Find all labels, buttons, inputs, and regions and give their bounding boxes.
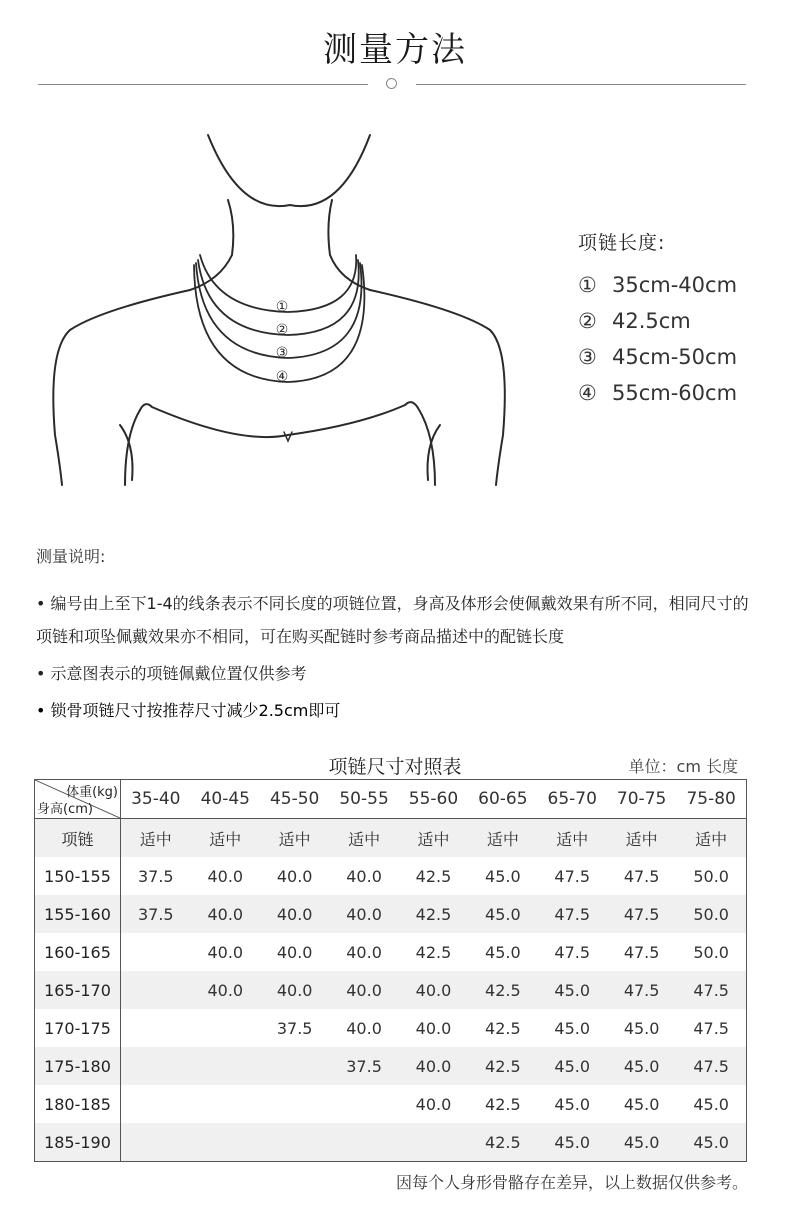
table-cell: 40.0 [191,971,260,1009]
table-cell: 40.0 [260,971,329,1009]
sub-value: 适中 [468,819,537,858]
table-cell: 45.0 [468,895,537,933]
table-cell [191,1085,260,1123]
table-row [35,933,747,971]
table-cell: 47.5 [538,895,607,933]
table-cell: 45.0 [538,1123,607,1162]
length-item-value: 45cm-50cm [612,345,738,369]
necklace-marker-2: ② [275,322,289,338]
corner-weight-label: 体重(kg) [66,785,118,800]
table-cell: 50.0 [693,866,729,886]
title-divider-left [38,84,368,85]
table-row [35,1009,747,1047]
row-height: 160-165 [35,933,121,971]
table-cell: 42.5 [485,1094,521,1114]
table-header-row [35,780,747,819]
table-cell: 40.0 [276,866,313,886]
table-cell: 45.0 [693,1094,729,1114]
table-cell: 40.0 [415,1094,452,1114]
weight-header: 35-40 [121,780,191,819]
title-divider-dot [386,78,397,89]
table-row [35,1085,747,1123]
chin-outline [208,135,370,206]
note-item: • 示意图表示的项链佩戴位置仅供参考 [36,664,307,683]
table-cell: 45.0 [623,1018,660,1038]
table-cell: 42.5 [468,1123,537,1162]
length-item-number: ④ [578,381,597,405]
weight-header: 75-80 [676,780,746,819]
row-height: 170-175 [35,1009,121,1047]
left-shoulder-outline [53,290,190,485]
table-cell [329,1085,398,1123]
sub-value: 适中 [121,819,191,858]
table-cell: 42.5 [415,866,452,886]
table-cell [121,1047,191,1085]
length-item [578,375,737,411]
table-cell: 42.5 [468,971,537,1009]
table-corner-cell [35,780,121,819]
table-cell: 40.0 [346,1018,382,1038]
table-cell: 45.0 [607,1047,676,1085]
table-cell [399,1123,468,1162]
footer-disclaimer: 因每个人身形骨骼存在差异，以上数据仅供参考。 [395,1173,748,1192]
table-cell: 47.5 [607,971,676,1009]
table-cell: 37.5 [121,895,191,933]
row-height: 150-155 [35,857,121,895]
table-row [35,857,747,895]
row-height: 175-180 [35,1047,121,1085]
length-item-number: ③ [578,345,597,369]
table-cell: 47.5 [623,866,660,886]
table-cell [260,1047,329,1085]
table-cell: 47.5 [676,971,746,1009]
row-height: 180-185 [35,1085,121,1123]
table-cell: 50.0 [676,895,746,933]
table-row [35,1123,747,1162]
length-item-number: ② [578,309,597,333]
table-cell [191,1047,260,1085]
table-cell [260,1123,329,1162]
table-cell: 42.5 [415,942,452,962]
sub-value: 适中 [329,819,398,858]
note-item: • 锁骨项链尺寸按推荐尺寸减少2.5cm即可 [36,701,341,720]
table-cell: 47.5 [554,942,591,962]
table-cell [121,1085,191,1123]
table-row [35,971,747,1009]
table-cell [260,1085,329,1123]
table-cell: 45.0 [607,1123,676,1162]
necklace-marker-1: ① [275,299,289,315]
table-cell: 37.5 [329,1047,398,1085]
table-row [35,1047,747,1085]
necklace-marker-3: ③ [275,345,289,361]
table-cell: 40.0 [207,866,244,886]
table-cell: 40.0 [207,942,244,962]
table-cell: 47.5 [607,895,676,933]
table-header [0,750,790,780]
row-height: 155-160 [35,895,121,933]
table-cell: 40.0 [276,942,313,962]
table-cell: 40.0 [329,971,398,1009]
table-cell: 42.5 [468,1047,537,1085]
table-cell: 37.5 [137,866,174,886]
table-cell: 47.5 [693,1018,729,1038]
table-cell: 37.5 [276,1018,313,1038]
necklace-marker-4: ④ [275,369,289,385]
note-item: • 编号由上至下1-4的线条表示不同长度的项链位置，身高及体形会使佩戴效果有所不同，相同尺寸的项链和项坠佩戴效果亦不相同，可在购买配链时参考商品描述中的配链长度 [36,594,749,646]
table-cell: 47.5 [676,1047,746,1085]
table-cell: 40.0 [346,942,382,962]
row-height: 185-190 [35,1123,121,1162]
length-legend [578,228,737,411]
table-row [35,895,747,933]
sub-label: 项链 [35,819,121,858]
weight-header: 65-70 [538,780,607,819]
page-title: 测量方法 [323,30,467,70]
sub-value: 适中 [538,819,607,858]
row-height: 165-170 [35,971,121,1009]
weight-header: 45-50 [260,780,329,819]
table-cell: 47.5 [554,866,591,886]
length-item [578,267,737,303]
table-cell: 45.0 [538,971,607,1009]
sub-value: 适中 [607,819,676,858]
table-cell: 40.0 [346,866,382,886]
table-cell: 40.0 [415,1018,452,1038]
sub-value: 适中 [399,819,468,858]
size-table [34,779,747,1162]
weight-header: 55-60 [399,780,468,819]
table-cell [121,1123,191,1162]
table-cell [121,1009,191,1047]
right-shoulder-outline [370,290,505,485]
weight-header: 60-65 [468,780,537,819]
table-cell: 45.0 [554,1094,591,1114]
sub-value: 适中 [676,819,746,858]
table-cell: 45.0 [538,1047,607,1085]
sub-value: 适中 [191,819,260,858]
weight-header: 50-55 [329,780,398,819]
measurement-notes [36,544,756,731]
weight-header: 70-75 [607,780,676,819]
length-item-value: 35cm-40cm [612,273,738,297]
table-cell: 40.0 [399,1047,468,1085]
table-cell: 42.5 [485,1018,521,1038]
table-cell: 40.0 [191,895,260,933]
table-unit: 单位：cm 长度 [628,757,738,776]
table-cell: 42.5 [399,895,468,933]
length-item [578,339,737,375]
table-cell: 45.0 [676,1123,746,1162]
corner-height-label: 身高(cm) [37,802,93,817]
length-item [578,303,737,339]
title-divider-right [416,84,746,85]
length-item-value: 55cm-60cm [612,381,738,405]
length-item-value: 42.5cm [612,309,691,333]
table-title: 项链尺寸对照表 [328,756,462,778]
table-cell [329,1123,398,1162]
table-cell [121,971,191,1009]
length-legend-title: 项链长度: [578,232,666,254]
table-cell [191,1123,260,1162]
table-cell: 40.0 [329,895,398,933]
table-cell: 45.0 [554,1018,591,1038]
table-cell: 50.0 [693,942,729,962]
necklace-illustration [40,105,520,505]
notes-title: 测量说明: [36,547,106,566]
neckline-outline [140,402,418,437]
table-cell: 45.0 [485,866,521,886]
table-cell: 40.0 [399,971,468,1009]
weight-header: 40-45 [191,780,260,819]
table-cell: 45.0 [485,942,521,962]
length-item-number: ① [578,273,597,297]
table-cell: 40.0 [260,895,329,933]
table-cell: 47.5 [623,942,660,962]
table-cell: 45.0 [623,1094,660,1114]
table-cell [121,933,191,971]
sub-value: 适中 [260,819,329,858]
table-subheader-row [35,819,747,858]
table-cell [191,1009,260,1047]
